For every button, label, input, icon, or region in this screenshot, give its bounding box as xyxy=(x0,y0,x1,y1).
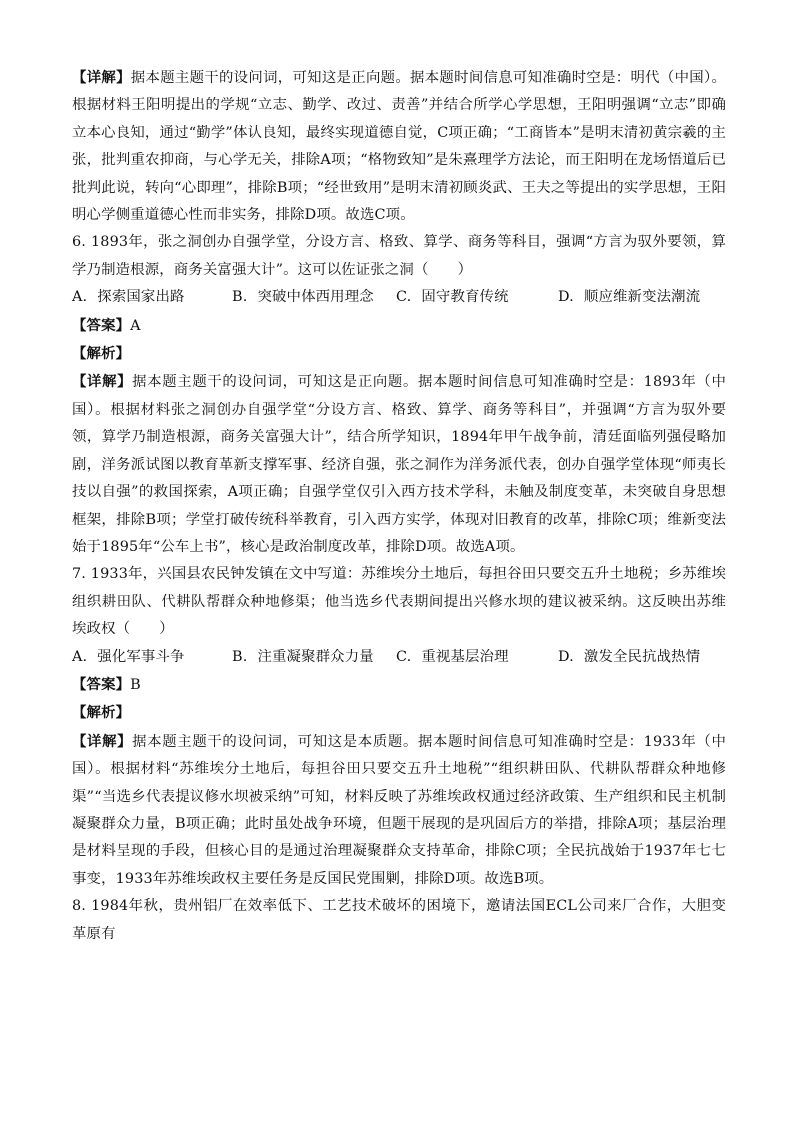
option-letter: A. xyxy=(72,648,88,665)
question-7-options xyxy=(72,644,726,671)
option-a[interactable] xyxy=(72,644,232,671)
option-letter: C. xyxy=(396,648,412,665)
option-text: 激发全民抗战热情 xyxy=(583,648,701,665)
option-b[interactable] xyxy=(232,644,396,671)
option-letter: B. xyxy=(232,289,248,306)
option-letter: D. xyxy=(558,648,574,665)
detail-text: 据本题主题干的设问词，可知这是正向题。据本题时间信息可知准确时空是：明代（中国）。根据材料王阳明提出的学规“立志、勤学、改过、责善”并结合所学心学思想，王阳明强调“立志”即确立本心良知，通过“勤学”体认良知，最终实现道德自觉，C项正确；“工商皆本”是明末清初黄宗羲的主张，批判重农抑商，与心学无关，排除A项；“格物致知”是朱熹理学方法论，而王阳明在龙场悟道后已批判此说，转向“心即理”，排除B项；“经世致用”是明末清初顾炎武、王夫之等提出的实学思想，王阳明心学侧重道德心性而非实务，排除D项。故选C项。 xyxy=(72,70,727,224)
question-8-stem: 8. 1984年秋，贵州铝厂在效率低下、工艺技术破坏的困境下，邀请法国ECL公司来厂合作，大胆变革原有 xyxy=(72,898,726,942)
detail-paragraph-q7 xyxy=(72,728,726,893)
option-text: 突破中体西用理念 xyxy=(257,289,374,306)
option-letter: D. xyxy=(558,289,574,306)
answer-value: A xyxy=(130,317,141,334)
option-b[interactable] xyxy=(232,284,396,311)
analysis-label: 【解析】 xyxy=(72,704,131,722)
question-7-stem: 7. 1933年，兴国县农民钟发镇在文中写道：苏维埃分土地后，每担谷田只要交五升土地税；乡苏维埃组织耕田队、代耕队帮群众种地修渠；他当选乡代表期间提出兴修水坝的建议被采纳。这反映出苏维埃政权（ ） xyxy=(72,566,726,638)
detail-text: 据本题主题干的设问词，可知这是正向题。据本题时间信息可知准确时空是：1893年（中国）。根据材料张之洞创办自强学堂“分设方言、格致、算学、商务等科目”，并强调“方言为驭外要领，算学乃制造根源，商务关富强大计”，结合所学知识，1894年甲午战争前，清廷面临列强侵略加剧，洋务派试图以教育革新支撑军事、经济自强，张之洞作为洋务派代表，创办自强学堂体现“师夷长技以自强”的救国探索，A项正确；自强学堂仅引入西方技术学科，未触及制度变革，未突破自身思想框架，排除B项；学堂打破传统科举教育，引入西方实学，体现对旧教育的改革，排除C项；维新变法始于1895年“公车上书”，核心是政治制度改革，排除D项。故选A项。 xyxy=(72,374,726,555)
option-text: 注重凝聚群众力量 xyxy=(257,648,374,665)
option-text: 固守教育传统 xyxy=(421,289,509,306)
question-6-options xyxy=(72,284,726,311)
detail-paragraph-q5 xyxy=(72,64,726,229)
detail-label: 【详解】 xyxy=(72,732,133,750)
option-c[interactable] xyxy=(396,644,558,671)
option-text: 顺应维新变法潮流 xyxy=(583,289,701,306)
answer-value: B xyxy=(130,676,141,693)
answer-line-q6 xyxy=(72,312,726,340)
detail-label: 【详解】 xyxy=(72,373,133,391)
question-6-stem: 6. 1893年，张之洞创办自强学堂，分设方言、格致、算学、商务等科目，强调“方言为驭外要领，算学乃制造根源，商务关富强大计”。这可以佐证张之洞（ ） xyxy=(72,234,726,278)
document-page xyxy=(72,64,726,948)
option-a[interactable] xyxy=(72,284,232,311)
option-letter: A. xyxy=(72,289,88,306)
detail-label: 【详解】 xyxy=(72,69,131,86)
analysis-heading-q7 xyxy=(72,699,726,727)
option-d[interactable] xyxy=(558,284,718,311)
answer-line-q7 xyxy=(72,671,726,699)
option-letter: B. xyxy=(232,648,248,665)
analysis-label: 【解析】 xyxy=(72,345,131,363)
option-text: 探索国家出路 xyxy=(97,289,185,306)
detail-text: 据本题主题干的设问词，可知这是本质题。据本题时间信息可知准确时空是：1933年（中国）。根据材料“苏维埃分土地后，每担谷田只要交五升土地税”“组织耕田队、代耕队帮群众种地修渠”“当选乡代表提议修水坝被采纳”可知，材料反映了苏维埃政权通过经济政策、生产组织和民主机制凝聚群众力量，B项正确；此时虽处战争环境，但题干展现的是巩固后方的举措，排除A项；基层治理是材料呈现的手段，但核心目的是通过治理凝聚群众支持革命，排除C项；全民抗战始于1937年七七事变，1933年苏维埃政权主要任务是反国民党围剿，排除D项。故选B项。 xyxy=(72,733,726,887)
option-text: 强化军事斗争 xyxy=(97,648,185,665)
option-c[interactable] xyxy=(396,284,558,311)
option-d[interactable] xyxy=(558,644,718,671)
detail-paragraph-q6 xyxy=(72,368,726,561)
option-text: 重视基层治理 xyxy=(421,648,509,665)
answer-label: 【答案】 xyxy=(72,316,131,334)
option-letter: C. xyxy=(396,289,412,306)
answer-label: 【答案】 xyxy=(72,675,131,693)
analysis-heading-q6 xyxy=(72,340,726,368)
